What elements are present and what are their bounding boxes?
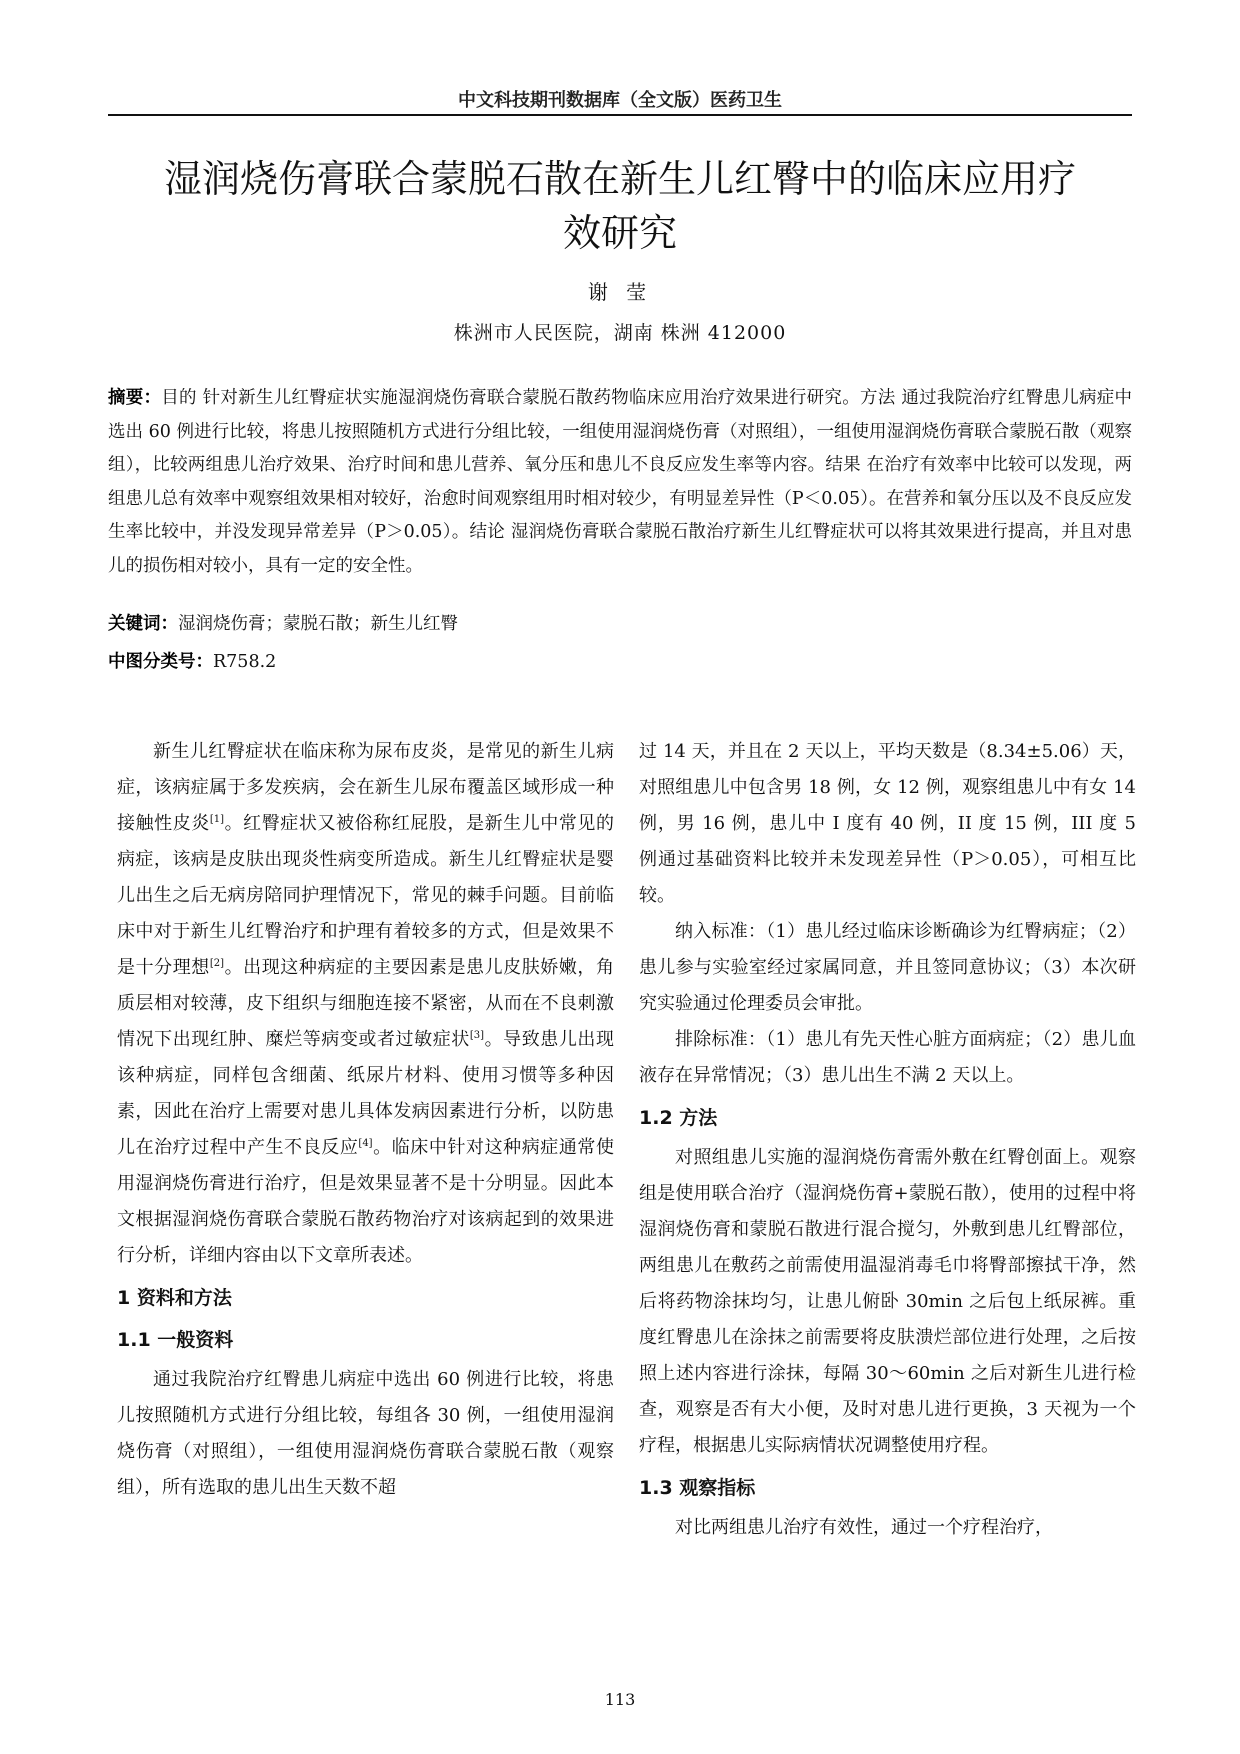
section-heading-1-2: 1.2 方法 [639,1107,718,1129]
citation-1: [1] [209,814,225,825]
clc-number: R758.2 [213,652,277,672]
observation-paragraph: 对比两组患儿治疗有效性，通过一个疗程治疗， [675,1517,1053,1538]
general-data-continued: 过 14 天，并且在 2 天以上，平均天数是（8.34±5.06）天，对照组患儿中包含男 18 例，女 12 例，观察组患儿中有女 14 例，男 16 例，患儿中 I 度有 40 例，II 度 15 例，III 度 5 例通过基础资料比较并未发现差异性（P＞0.05），可相互比较。 [639,741,1136,906]
citation-3: [3] [469,1030,485,1041]
journal-header: 中文科技期刊数据库（全文版）医药卫生 [458,90,782,111]
section-heading-1-3: 1.3 观察指标 [639,1477,756,1499]
affiliation: 株洲市人民医院，湖南 株洲 412000 [453,322,787,344]
inclusion-criteria: 纳入标准：（1）患儿经过临床诊断确诊为红臀病症；（2）患儿参与实验室经过家属同意，并且签同意协议；（3）本次研究实验通过伦理委员会审批。 [639,921,1136,1014]
article-title [108,152,1132,260]
body-column-left [117,734,614,1506]
section-heading-1-1: 1.1 一般资料 [117,1329,234,1351]
title-line-2: 效研究 [562,211,677,255]
keywords-line [108,610,1132,635]
header-rule [108,114,1132,116]
citation-2: [2] [209,958,225,969]
keywords: 湿润烧伤膏；蒙脱石散；新生儿红臀 [178,614,458,634]
abstract-label: 摘要： [108,388,162,408]
methods-paragraph: 对照组患儿实施的湿润烧伤膏需外敷在红臀创面上。观察组是使用联合治疗（湿润烧伤膏+蒙脱石散），使用的过程中将湿润烧伤膏和蒙脱石散进行混合搅匀，外敷到患儿红臀部位，两组患儿在敷药之前需使用温湿消毒毛巾将臀部擦拭干净，然后将药物涂抹均匀，让患儿俯卧 30min 之后包上纸尿裤。重度红臀患儿在涂抹之前需要将皮肤溃烂部位进行处理，之后按照上述内容进行涂抹，每隔 30～60min 之后对新生儿进行检查，观察是否有大小便，及时对患儿进行更换，3 天视为一个疗程，根据患儿实际病情状况调整使用疗程。 [639,1147,1136,1456]
clc-label: 中图分类号： [108,652,213,672]
intro-paragraph: 新生儿红臀症状在临床称为尿布皮炎，是常见的新生儿病症，该病症属于多发疾病，会在新生儿尿布覆盖区域形成一种接触性皮炎[1]。红臀症状又被俗称红屁股，是新生儿中常见的病症，该病是皮肤出现炎性病变所造成。新生儿红臀症状是婴儿出生之后无病房陪同护理情况下，常见的棘手问题。目前临床中对于新生儿红臀治疗和护理有着较多的方式，但是效果不是十分理想[2]。出现这种病症的主要因素是患儿皮肤娇嫩，角质层相对较薄，皮下组织与细胞连接不紧密，从而在不良刺激情况下出现红肿、糜烂等病变或者过敏症状[3]。导致患儿出现该种病症，同样包含细菌、纸尿片材料、使用习惯等多种因素，因此在治疗上需要对患儿具体发病因素进行分析，以防患儿在治疗过程中产生不良反应[4]。临床中针对这种病症通常使用湿润烧伤膏进行治疗，但是效果显著不是十分明显。因此本文根据湿润烧伤膏联合蒙脱石散药物治疗对该病起到的效果进行分析，详细内容由以下文章所表述。 [117,741,615,1266]
abstract [108,382,1132,583]
body-column-right [639,734,1136,1546]
keywords-label: 关键词： [108,614,178,634]
abstract-text: 目的 针对新生儿红臀症状实施湿润烧伤膏联合蒙脱石散药物临床应用治疗效果进行研究。方法 通过我院治疗红臀患儿病症中选出 60 例进行比较，将患儿按照随机方式进行分组比较，一组使用湿润烧伤膏（对照组），一组使用湿润烧伤膏联合蒙脱石散（观察组），比较两组患儿治疗效果、治疗时间和患儿营养、氧分压和患儿不良反应发生率等内容。结果 在治疗有效率中比较可以发现，两组患儿总有效率中观察组效果相对较好，治愈时间观察组用时相对较少，有明显差异性（P＜0.05）。在营养和氧分压以及不良反应发生率比较中，并没发现异常差异（P＞0.05）。结论 湿润烧伤膏联合蒙脱石散治疗新生儿红臀症状可以将其效果进行提高，并且对患儿的损伤相对较小，具有一定的安全性。 [108,388,1132,576]
title-line-1: 湿润烧伤膏联合蒙脱石散在新生儿红臀中的临床应用疗 [163,157,1076,201]
page-number: 113 [604,1690,636,1709]
section-heading-1: 1 资料和方法 [117,1287,232,1309]
exclusion-criteria: 排除标准：（1）患儿有先天性心脏方面病症；（2）患儿血液存在异常情况；（3）患儿出生不满 2 天以上。 [639,1029,1136,1086]
author: 谢 莹 [587,280,653,304]
clc-line [108,648,1132,673]
citation-4: [4] [358,1138,373,1149]
general-data-paragraph: 通过我院治疗红臀患儿病症中选出 60 例进行比较，将患儿按照随机方式进行分组比较，每组各 30 例，一组使用湿润烧伤膏（对照组），一组使用湿润烧伤膏联合蒙脱石散（观察组），所有选取的患儿出生天数不超 [117,1369,614,1498]
